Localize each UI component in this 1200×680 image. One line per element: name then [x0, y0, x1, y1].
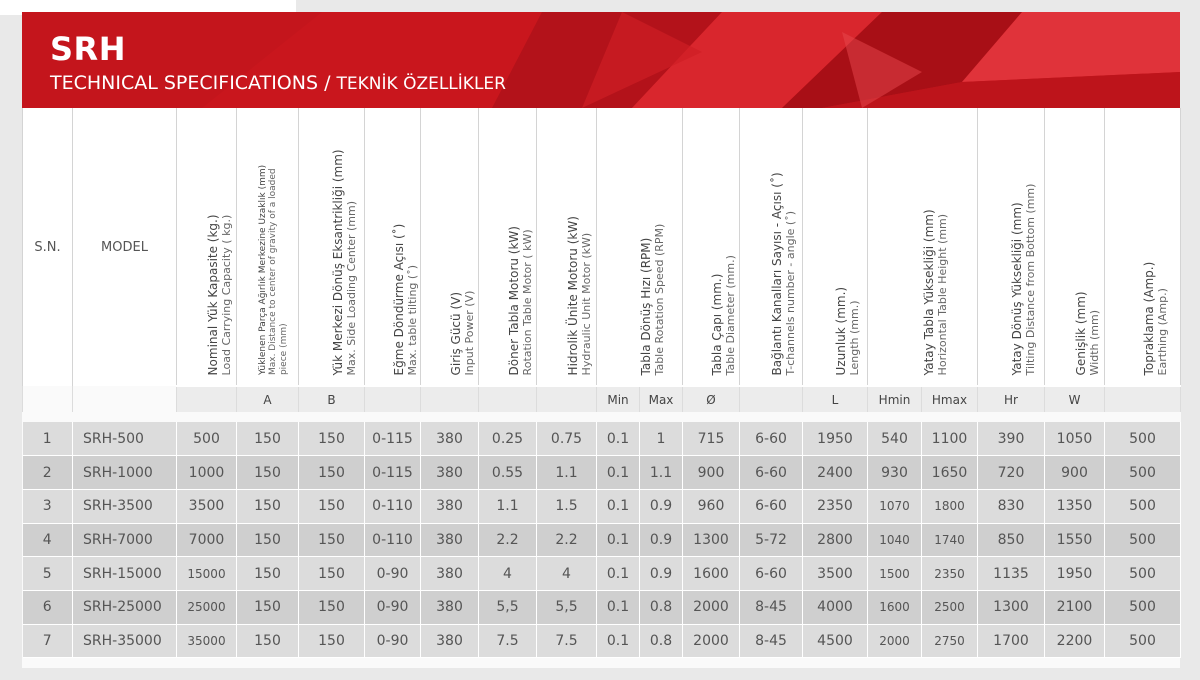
table-cell: 0-110	[365, 489, 421, 523]
table-cell: 4000	[803, 590, 868, 624]
table-cell: 2500	[922, 590, 978, 624]
col-tch-en: T-channels number - angle (˚)	[783, 210, 797, 375]
table-row	[23, 624, 1181, 658]
table-cell: 500	[1105, 523, 1181, 557]
table-cell: 380	[421, 489, 479, 523]
sub-tilt	[365, 386, 421, 412]
table-cell: 2000	[683, 624, 740, 658]
table-cell: 6	[23, 590, 73, 624]
sub-rot-motor	[479, 386, 537, 412]
table-cell: 850	[978, 523, 1045, 557]
table-cell: 500	[1105, 489, 1181, 523]
table-cell: 35000	[177, 624, 237, 658]
col-hr-en: Tilting Distance from Bottom (mm)	[1023, 183, 1037, 375]
table-row	[23, 523, 1181, 557]
table-cell: 1550	[1045, 523, 1105, 557]
col-rot-motor-en: Rotation Table Motor ( kW)	[520, 228, 534, 375]
header-row	[23, 108, 1181, 386]
table-cell: 1.5	[537, 489, 597, 523]
table-cell: 8-45	[740, 590, 803, 624]
table-cell: 6-60	[740, 422, 803, 456]
table-cell: 0.25	[479, 422, 537, 456]
table-cell: 4	[23, 523, 73, 557]
table-cell: 0.1	[597, 489, 640, 523]
model-cell: SRH-15000	[73, 557, 177, 591]
table-cell: 4	[479, 557, 537, 591]
model-cell: SRH-3500	[73, 489, 177, 523]
sub-length: L	[803, 386, 868, 412]
table-cell: 1	[640, 422, 683, 456]
table-cell: 1100	[922, 422, 978, 456]
table-cell: 3500	[803, 557, 868, 591]
table-cell: 380	[421, 590, 479, 624]
table-cell: 380	[421, 557, 479, 591]
col-width-tr: Genişlik (mm)	[1073, 290, 1088, 375]
model-cell: SRH-1000	[73, 456, 177, 490]
table-cell: 1300	[683, 523, 740, 557]
sub-a: A	[237, 386, 299, 412]
table-cell: 150	[299, 624, 365, 658]
table-cell: 0.1	[597, 624, 640, 658]
sub-b: B	[299, 386, 365, 412]
table-cell: 150	[299, 590, 365, 624]
table-cell: 2350	[922, 557, 978, 591]
header-banner	[22, 12, 1180, 108]
table-cell: 0-90	[365, 624, 421, 658]
table-cell: 2100	[1045, 590, 1105, 624]
table-cell: 500	[1105, 422, 1181, 456]
spec-table-body	[23, 422, 1181, 658]
col-length-tr: Uzunluk (mm.)	[834, 286, 848, 375]
table-cell: 2750	[922, 624, 978, 658]
model-cell: SRH-25000	[73, 590, 177, 624]
col-rot-motor	[479, 108, 537, 386]
col-diam-tr: Tabla Çapı (mm.)	[710, 273, 724, 375]
col-a-en: Max. Distance to center of gravity of a loaded piece (mm)	[268, 168, 290, 375]
col-hyd-motor-en: Hydraulic Unit Motor (kW)	[579, 232, 593, 375]
table-cell: 150	[237, 456, 299, 490]
table-cell: 1700	[978, 624, 1045, 658]
table-cell: 1.1	[640, 456, 683, 490]
table-cell: 4500	[803, 624, 868, 658]
table-row	[23, 489, 1181, 523]
table-cell: 150	[237, 590, 299, 624]
table-cell: 150	[299, 456, 365, 490]
col-b	[299, 108, 365, 386]
table-cell: 0.8	[640, 624, 683, 658]
col-speed-en: Table Rotation Speed (RPM)	[652, 223, 666, 375]
table-cell: 0-115	[365, 456, 421, 490]
spec-table	[22, 108, 1181, 658]
table-cell: 6-60	[740, 557, 803, 591]
table-cell: 960	[683, 489, 740, 523]
col-speed-tr: Tabla Dönüş Hızı (RPM)	[638, 237, 653, 375]
table-cell: 380	[421, 624, 479, 658]
table-cell: 2350	[803, 489, 868, 523]
col-diam	[683, 108, 740, 386]
sub-speed-min: Min	[597, 386, 640, 412]
table-cell: 830	[978, 489, 1045, 523]
model-cell: SRH-35000	[73, 624, 177, 658]
col-a	[237, 108, 299, 386]
table-cell: 380	[421, 456, 479, 490]
table-cell: 1650	[922, 456, 978, 490]
table-cell: 3500	[177, 489, 237, 523]
table-cell: 7000	[177, 523, 237, 557]
table-cell: 1500	[868, 557, 922, 591]
table-cell: 720	[978, 456, 1045, 490]
table-cell: 6-60	[740, 456, 803, 490]
table-cell: 150	[299, 489, 365, 523]
table-cell: 1300	[978, 590, 1045, 624]
table-cell: 2000	[868, 624, 922, 658]
table-row	[23, 456, 1181, 490]
table-cell: 0.9	[640, 557, 683, 591]
table-cell: 380	[421, 422, 479, 456]
table-cell: 7	[23, 624, 73, 658]
col-height	[868, 108, 978, 386]
table-cell: 150	[299, 523, 365, 557]
table-cell: 2	[23, 456, 73, 490]
col-diam-en: Table Diameter (mm.)	[723, 254, 737, 375]
table-cell: 5,5	[479, 590, 537, 624]
table-cell: 0.9	[640, 489, 683, 523]
col-load-en: Load Carrying Capacity ( kg.)	[219, 214, 233, 375]
col-b-tr: Yük Merkezi Dönüş Eksantrikliği (mm)	[330, 148, 345, 375]
table-cell: 0.8	[640, 590, 683, 624]
col-length	[803, 108, 868, 386]
table-row	[23, 590, 1181, 624]
sub-speed-max: Max	[640, 386, 683, 412]
table-cell: 0.1	[597, 557, 640, 591]
banner-subtitle	[50, 72, 506, 94]
table-cell: 0-110	[365, 523, 421, 557]
sub-sn	[23, 386, 73, 412]
sub-tch	[740, 386, 803, 412]
title-en: TECHNICAL SPECIFICATIONS	[50, 72, 319, 94]
table-cell: 390	[978, 422, 1045, 456]
table-cell: 0-115	[365, 422, 421, 456]
table-cell: 0.9	[640, 523, 683, 557]
col-power	[421, 108, 479, 386]
table-row	[23, 422, 1181, 456]
table-cell: 1950	[1045, 557, 1105, 591]
table-cell: 150	[299, 422, 365, 456]
table-cell: 2200	[1045, 624, 1105, 658]
table-cell: 5-72	[740, 523, 803, 557]
table-cell: 500	[1105, 624, 1181, 658]
table-cell: 500	[177, 422, 237, 456]
col-hr-tr: Yatay Dönüş Yüksekliği (mm)	[1010, 201, 1024, 375]
col-power-en: Input Power (V)	[462, 290, 476, 375]
sub-hr: Hr	[978, 386, 1045, 412]
col-model: MODEL	[73, 108, 177, 386]
table-cell: 540	[868, 422, 922, 456]
table-cell: 0.55	[479, 456, 537, 490]
model-cell: SRH-7000	[73, 523, 177, 557]
table-cell: 900	[1045, 456, 1105, 490]
col-b-en: Max. Side Loading Center (mm)	[344, 200, 358, 375]
col-load-tr: Nominal Yük Kapasite (kg.)	[205, 214, 220, 375]
table-cell: 1800	[922, 489, 978, 523]
table-cell: 900	[683, 456, 740, 490]
table-cell: 0.1	[597, 422, 640, 456]
header-gap	[23, 412, 1181, 422]
col-sn: S.N.	[23, 108, 73, 386]
table-cell: 0.1	[597, 523, 640, 557]
table-cell: 500	[1105, 557, 1181, 591]
sub-diam: Ø	[683, 386, 740, 412]
table-cell: 6-60	[740, 489, 803, 523]
table-cell: 0.1	[597, 456, 640, 490]
title-tr: TEKNİK ÖZELLİKLER	[336, 74, 506, 94]
table-cell: 380	[421, 523, 479, 557]
table-row	[23, 557, 1181, 591]
sub-model	[73, 386, 177, 412]
table-cell: 1.1	[537, 456, 597, 490]
col-width-en: Width (mm)	[1087, 309, 1101, 375]
title-separator: /	[318, 72, 337, 94]
table-cell: 1000	[177, 456, 237, 490]
table-cell: 715	[683, 422, 740, 456]
col-hr	[978, 108, 1045, 386]
table-cell: 15000	[177, 557, 237, 591]
col-tilt	[365, 108, 421, 386]
table-cell: 2000	[683, 590, 740, 624]
col-height-tr: Yatay Tabla Yüksekliği (mm)	[921, 208, 936, 375]
table-cell: 1135	[978, 557, 1045, 591]
table-cell: 3	[23, 489, 73, 523]
model-title: SRH	[50, 30, 126, 68]
table-cell: 150	[237, 523, 299, 557]
table-cell: 0-90	[365, 557, 421, 591]
table-cell: 2400	[803, 456, 868, 490]
col-length-en: Length (mm.)	[847, 300, 861, 375]
col-tilt-tr: Eğme Döndürme Açısı (˚)	[391, 223, 406, 375]
table-cell: 150	[299, 557, 365, 591]
table-cell: 1740	[922, 523, 978, 557]
table-cell: 8-45	[740, 624, 803, 658]
table-cell: 0.75	[537, 422, 597, 456]
table-cell: 1050	[1045, 422, 1105, 456]
col-tilt-en: Max. table tilting (˚)	[405, 264, 419, 375]
col-a-tr: Yüklenen Parça Ağırlık Merkezine Uzaklık (mm)	[258, 164, 269, 375]
table-cell: 150	[237, 557, 299, 591]
table-cell: 0.1	[597, 590, 640, 624]
table-cell: 930	[868, 456, 922, 490]
sub-hmax: Hmax	[922, 386, 978, 412]
table-cell: 1040	[868, 523, 922, 557]
col-earth-tr: Topraklama (Amp.)	[1141, 261, 1156, 375]
table-cell: 2.2	[537, 523, 597, 557]
table-cell: 150	[237, 624, 299, 658]
table-cell: 1950	[803, 422, 868, 456]
table-cell: 150	[237, 422, 299, 456]
col-hyd-motor-tr: Hidrolik Ünite Motoru (kW)	[565, 215, 580, 375]
table-cell: 500	[1105, 456, 1181, 490]
table-cell: 1	[23, 422, 73, 456]
table-cell: 4	[537, 557, 597, 591]
col-tch-tr: Bağlantı Kanalları Sayısı - Açısı (˚)	[770, 171, 784, 375]
sub-power	[421, 386, 479, 412]
table-cell: 25000	[177, 590, 237, 624]
col-load	[177, 108, 237, 386]
table-cell: 1350	[1045, 489, 1105, 523]
table-cell: 1600	[868, 590, 922, 624]
model-cell: SRH-500	[73, 422, 177, 456]
col-earth-en: Earthing (Amp.)	[1155, 287, 1169, 375]
table-cell: 2800	[803, 523, 868, 557]
spec-sheet	[22, 12, 1180, 668]
table-cell: 150	[237, 489, 299, 523]
table-cell: 7.5	[537, 624, 597, 658]
table-cell: 2.2	[479, 523, 537, 557]
sub-load	[177, 386, 237, 412]
table-cell: 5,5	[537, 590, 597, 624]
col-height-en: Horizontal Table Height (mm)	[935, 213, 949, 375]
col-rot-motor-tr: Döner Tabla Motoru (kW)	[506, 225, 521, 375]
table-cell: 5	[23, 557, 73, 591]
table-cell: 500	[1105, 590, 1181, 624]
sub-earth	[1105, 386, 1181, 412]
subheader-row	[23, 386, 1181, 412]
table-cell: 7.5	[479, 624, 537, 658]
col-tch	[740, 108, 803, 386]
table-cell: 0-90	[365, 590, 421, 624]
sub-hyd-motor	[537, 386, 597, 412]
sub-hmin: Hmin	[868, 386, 922, 412]
col-power-tr: Giriş Gücü (V)	[448, 291, 463, 375]
table-cell: 1070	[868, 489, 922, 523]
col-width	[1045, 108, 1105, 386]
sub-width: W	[1045, 386, 1105, 412]
table-cell: 1600	[683, 557, 740, 591]
col-hyd-motor	[537, 108, 597, 386]
table-cell: 1.1	[479, 489, 537, 523]
col-speed	[597, 108, 683, 386]
col-earth	[1105, 108, 1181, 386]
